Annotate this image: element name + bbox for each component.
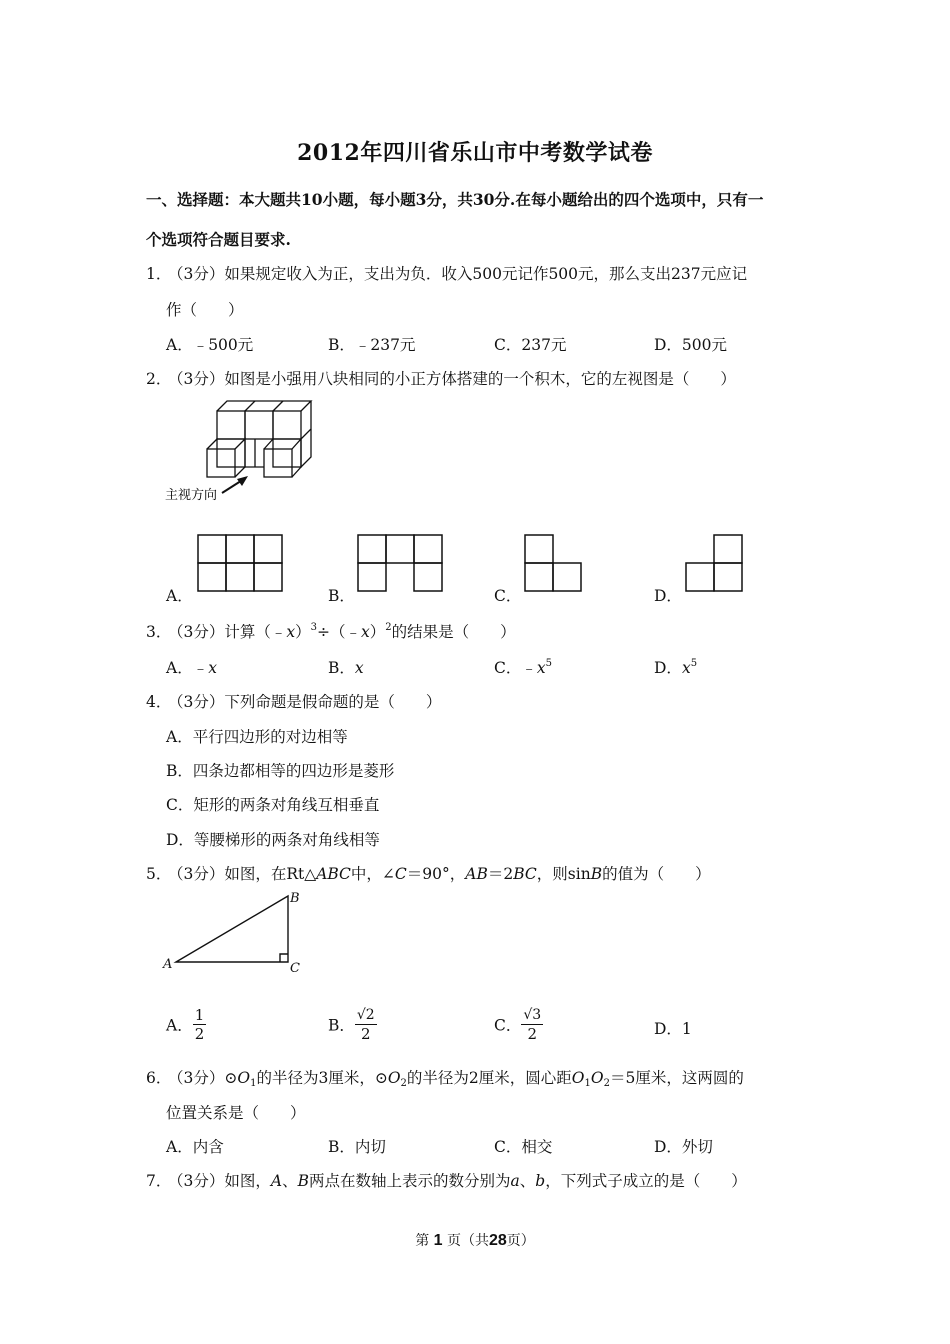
q3-option-d: D．$x^5$ xyxy=(654,658,698,677)
vertex-b-label: B xyxy=(290,891,300,906)
block-figure xyxy=(160,395,320,505)
q1-option-d: D．500元 xyxy=(654,336,728,354)
page-title: 2012年四川省乐山市中考数学试卷 xyxy=(297,140,653,166)
q5-option-a: A． $\frac{1}{2}$ xyxy=(166,1006,205,1043)
vertex-c-label: C xyxy=(290,961,300,976)
q6-option-c: C．相交 xyxy=(494,1138,553,1156)
q5-option-d: D．1 xyxy=(654,1020,692,1038)
question-4: 4．（3分）下列命题是假命题的是（ ） xyxy=(146,693,442,711)
triangle-figure xyxy=(160,888,310,978)
question-6: 6．（3分）$⊙O_1$的半径为3厘米，$⊙O_2$的半径为2厘米，圆心距$O_1O_2=5$厘米，这两圆的 xyxy=(146,1069,744,1089)
q5-option-c: C． $\frac{√3}{2}$ xyxy=(494,1007,542,1043)
q1-option-b: B．﹣237元 xyxy=(328,336,416,354)
q5-option-b: B． $\frac{√2}{2}$ xyxy=(328,1007,375,1043)
q2-option-a-figure xyxy=(197,534,285,594)
q2-option-c: C． xyxy=(494,587,522,605)
q3-option-a: A．﹣x xyxy=(166,659,217,677)
q2-option-d-figure xyxy=(685,534,747,594)
question-3: 3．（3分）计算（﹣x）$^3$÷（﹣x）$^2$的结果是（ ） xyxy=(146,622,516,641)
question-6-cont: 位置关系是（ ） xyxy=(166,1104,306,1122)
q1-option-a: A．﹣500元 xyxy=(166,336,254,354)
q2-option-d: D． xyxy=(654,587,682,605)
vertex-a-label: A xyxy=(163,957,173,972)
question-1: 1．（3分）如果规定收入为正，支出为负．收入500元记作500元，那么支出237元应记 xyxy=(146,265,748,283)
question-2: 2．（3分）如图是小强用八块相同的小正方体搭建的一个积木，它的左视图是（ ） xyxy=(146,370,736,388)
view-direction-label: 主视方向 xyxy=(165,488,218,503)
q2-option-b: B． xyxy=(328,587,355,605)
q6-option-b: B．内切 xyxy=(328,1138,386,1156)
q4-option-d: D．等腰梯形的两条对角线相等 xyxy=(166,831,380,849)
q4-option-b: B．四条边都相等的四边形是菱形 xyxy=(166,762,395,780)
q2-option-a: A． xyxy=(166,587,193,605)
q2-option-c-figure xyxy=(524,534,586,594)
q4-option-a: A．平行四边形的对边相等 xyxy=(166,728,348,746)
question-7: 7．（3分）如图，A、B两点在数轴上表示的数分别为a、b，下列式子成立的是（ ） xyxy=(146,1172,747,1190)
section-heading-cont: 个选项符合题目要求. xyxy=(146,230,291,249)
q4-option-c: C．矩形的两条对角线互相垂直 xyxy=(166,796,380,814)
section-heading: 一、选择题：本大题共10小题，每小题3分，共30分.在每小题给出的四个选项中，只有一 xyxy=(146,190,764,209)
question-1-cont: 作（ ） xyxy=(166,301,244,319)
q6-option-a: A．内含 xyxy=(166,1138,224,1156)
q6-option-d: D．外切 xyxy=(654,1138,713,1156)
q3-option-b: B．x xyxy=(328,659,364,677)
q1-option-c: C．237元 xyxy=(494,336,567,354)
page-footer: 第 1 页（共28页） xyxy=(415,1232,535,1249)
q2-option-b-figure xyxy=(357,534,445,594)
question-5: 5．（3分）如图，在Rt△ABC中，∠C＝90°，AB＝2BC，则sinB的值为（ ） xyxy=(146,865,711,883)
q3-option-c: C．$﹣x^5$ xyxy=(494,658,552,677)
